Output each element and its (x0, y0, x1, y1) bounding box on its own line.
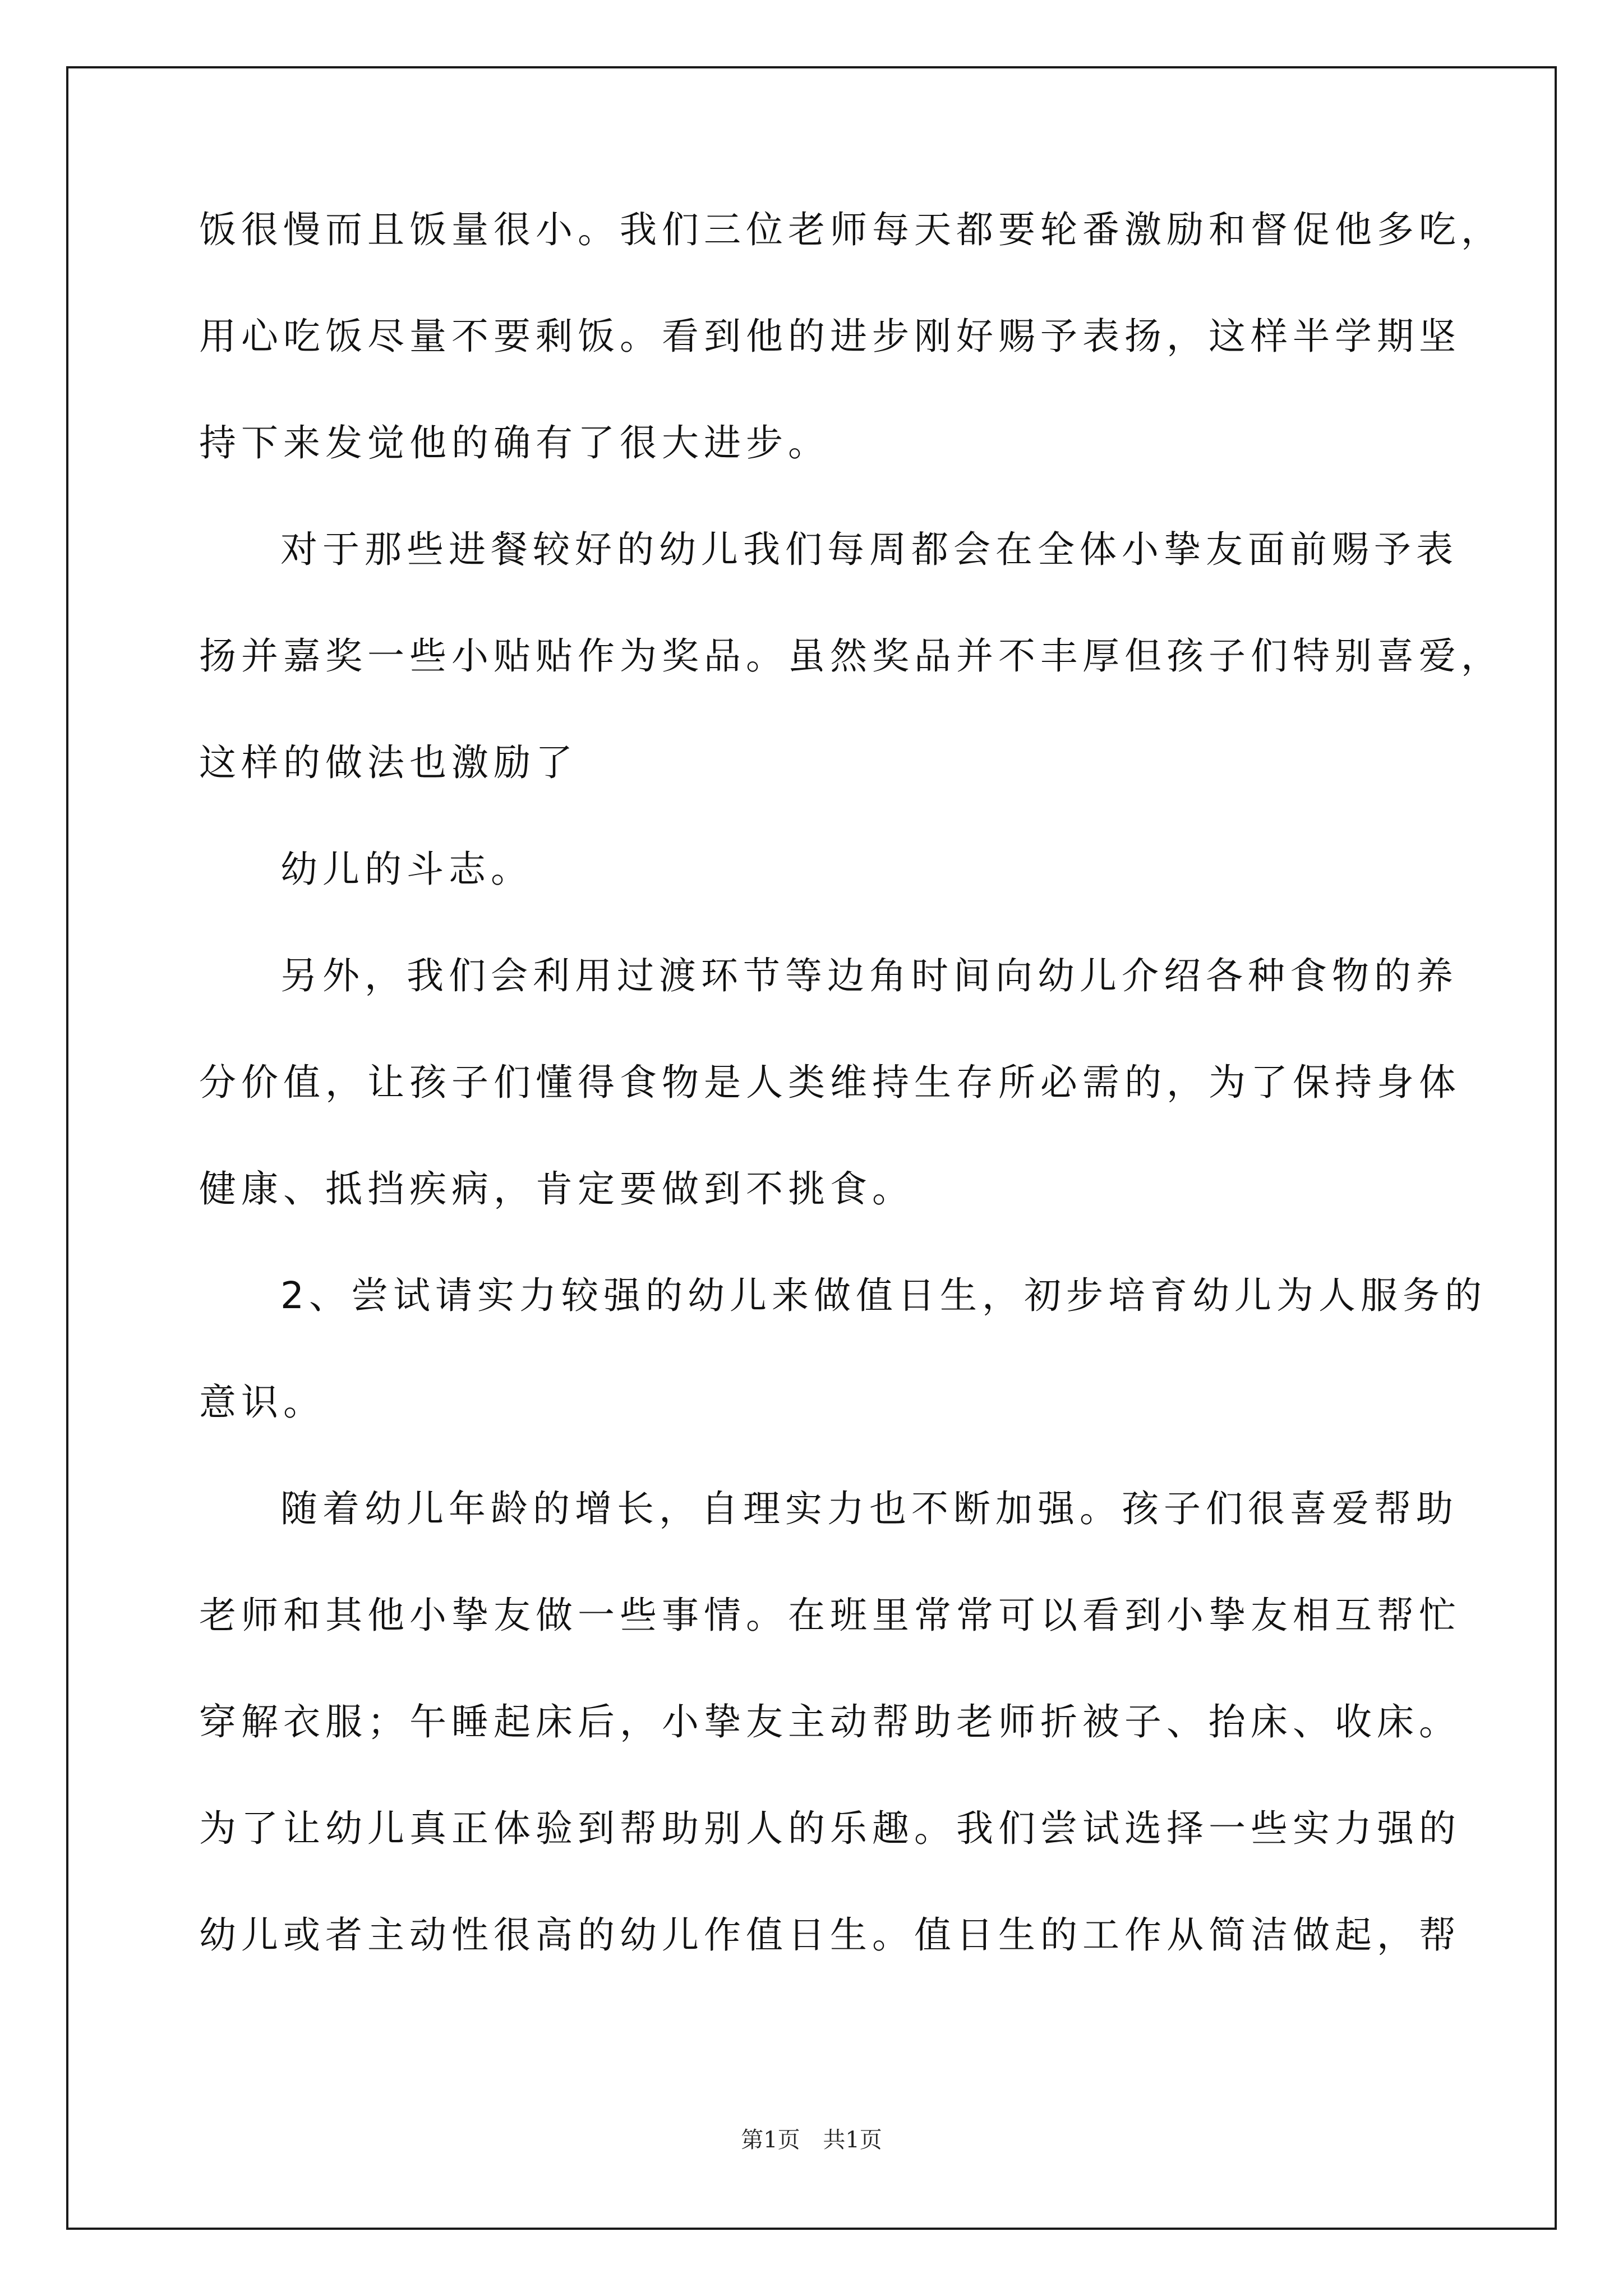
text-line: 这样的做法也激励了 (199, 741, 578, 784)
text-line: 持下来发觉他的确有了很大进步。 (199, 421, 830, 464)
page-number-current: 第1页 (741, 2127, 800, 2153)
text-line: 2、尝试请实力较强的幼儿来做值日生，初步培育幼儿为人服务的 (280, 1274, 1487, 1317)
text-line: 穿解衣服；午睡起床后，小挚友主动帮助老师折被子、抬床、收床。 (199, 1700, 1461, 1743)
text-line: 健康、抵挡疾病，肯定要做到不挑食。 (199, 1167, 914, 1211)
text-line: 分价值，让孩子们懂得食物是人类维持生存所必需的，为了保持身体 (199, 1061, 1461, 1104)
text-line: 幼儿或者主动性很高的幼儿作值日生。值日生的工作从简洁做起，帮 (199, 1913, 1461, 1957)
text-line: 另外，我们会利用过渡环节等边角时间向幼儿介绍各种食物的养 (280, 954, 1458, 997)
text-line: 意识。 (199, 1381, 325, 1424)
text-line: 饭很慢而且饭量很小。我们三位老师每天都要轮番激励和督促他多吃， (199, 208, 1503, 251)
page-footer (0, 2126, 1623, 2154)
page-number-total: 共1页 (823, 2127, 882, 2153)
text-line: 幼儿的斗志。 (280, 848, 533, 891)
text-line: 用心吃饭尽量不要剩饭。看到他的进步刚好赐予表扬，这样半学期坚 (199, 315, 1461, 358)
text-line: 为了让幼儿真正体验到帮助别人的乐趣。我们尝试选择一些实力强的 (199, 1807, 1461, 1850)
text-line: 老师和其他小挚友做一些事情。在班里常常可以看到小挚友相互帮忙 (199, 1594, 1461, 1637)
text-line: 随着幼儿年龄的增长，自理实力也不断加强。孩子们很喜爱帮助 (280, 1487, 1458, 1530)
text-line: 扬并嘉奖一些小贴贴作为奖品。虽然奖品并不丰厚但孩子们特别喜爱， (199, 634, 1503, 678)
page-border (66, 66, 1557, 2230)
text-line: 对于那些进餐较好的幼儿我们每周都会在全体小挚友面前赐予表 (280, 528, 1458, 571)
